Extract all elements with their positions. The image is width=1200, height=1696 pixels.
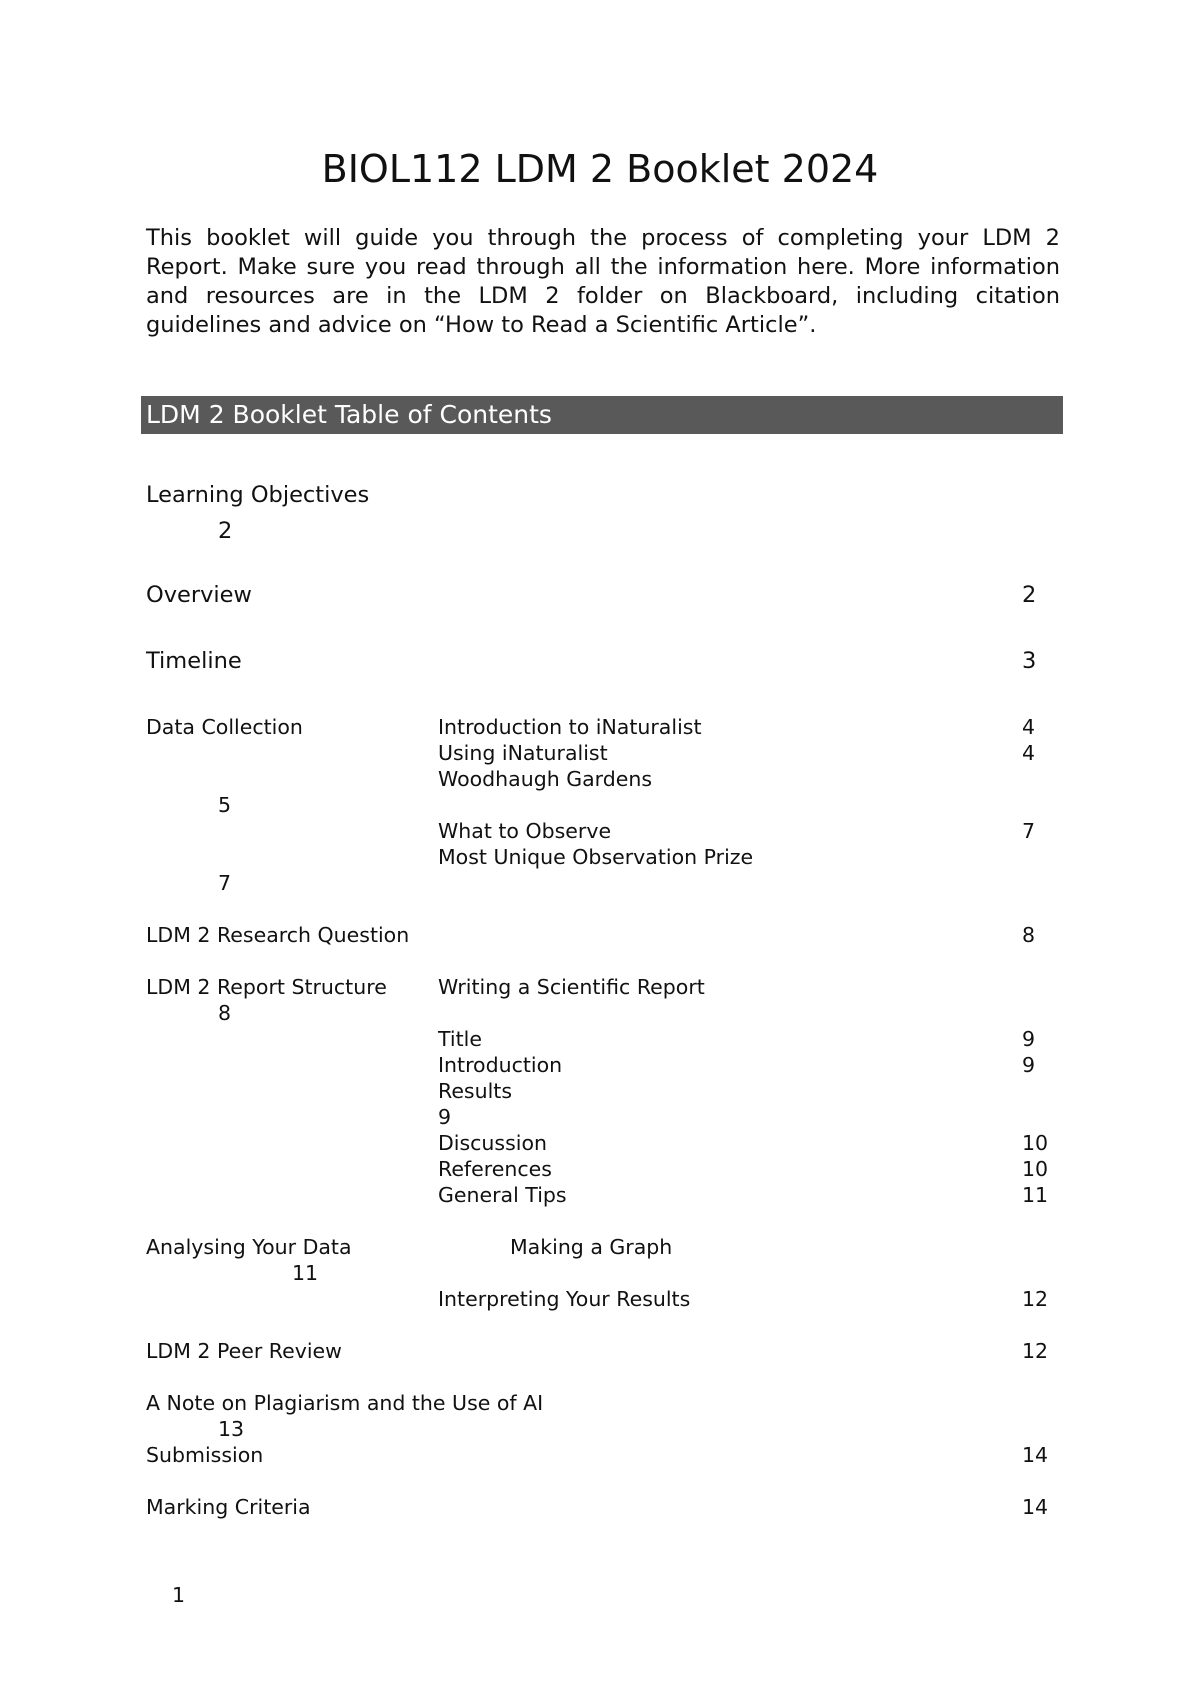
toc-item[interactable]: Introduction: [438, 1053, 563, 1077]
toc-marking-criteria-page: 14: [1022, 1495, 1049, 1519]
intro-paragraph: This booklet will guide you through the process of completing your LDM 2 Report. Make sure you read through all the information here. More information and resources are in the LDM 2 folder on Blackboard, including citation guidelines and advice on “How to Read a Scientific Article”.: [146, 225, 1060, 338]
toc-item[interactable]: Most Unique Observation Prize: [438, 845, 754, 869]
toc-analysing-data[interactable]: Analysing Your Data: [146, 1235, 352, 1259]
toc-overview-page: 2: [1022, 582, 1037, 608]
toc-item-page: 7: [218, 871, 232, 895]
toc-plagiarism-page: 13: [218, 1417, 245, 1441]
toc-data-collection[interactable]: Data Collection: [146, 715, 303, 739]
toc-item[interactable]: Making a Graph: [510, 1235, 673, 1259]
toc-timeline[interactable]: Timeline: [146, 648, 242, 674]
toc-item[interactable]: Introduction to iNaturalist: [438, 715, 702, 739]
toc-peer-review-page: 12: [1022, 1339, 1049, 1363]
toc-item-page: 7: [1022, 819, 1036, 843]
toc-research-question[interactable]: LDM 2 Research Question: [146, 923, 410, 947]
toc-item[interactable]: Title: [438, 1027, 482, 1051]
toc-item-page: 9: [438, 1105, 452, 1129]
toc-item[interactable]: Results: [438, 1079, 513, 1103]
toc-submission[interactable]: Submission: [146, 1443, 264, 1467]
toc-item[interactable]: References: [438, 1157, 552, 1181]
toc-item[interactable]: Using iNaturalist: [438, 741, 608, 765]
toc-item[interactable]: Interpreting Your Results: [438, 1287, 691, 1311]
toc-learning-objectives-page: 2: [218, 518, 233, 544]
toc-plagiarism[interactable]: A Note on Plagiarism and the Use of AI: [146, 1391, 544, 1415]
toc-item-page: 4: [1022, 715, 1036, 739]
toc-timeline-page: 3: [1022, 648, 1037, 674]
toc-item-page: 11: [292, 1261, 319, 1285]
toc-submission-page: 14: [1022, 1443, 1049, 1467]
toc-item-page: 12: [1022, 1287, 1049, 1311]
toc-overview[interactable]: Overview: [146, 582, 252, 608]
toc-item[interactable]: Woodhaugh Gardens: [438, 767, 653, 791]
page-title: BIOL112 LDM 2 Booklet 2024: [321, 147, 879, 191]
toc-item-page: 11: [1022, 1183, 1049, 1207]
toc-item[interactable]: Writing a Scientific Report: [438, 975, 705, 999]
toc-item-page: 9: [1022, 1027, 1036, 1051]
toc-item-page: 10: [1022, 1157, 1049, 1181]
toc-research-question-page: 8: [1022, 923, 1036, 947]
toc-marking-criteria[interactable]: Marking Criteria: [146, 1495, 311, 1519]
toc-item[interactable]: Discussion: [438, 1131, 548, 1155]
toc-learning-objectives[interactable]: Learning Objectives: [146, 482, 370, 508]
toc-item-page: 8: [218, 1001, 232, 1025]
toc-item-page: 10: [1022, 1131, 1049, 1155]
page-number: 1: [172, 1583, 186, 1607]
toc-item-page: 4: [1022, 741, 1036, 765]
toc-heading: LDM 2 Booklet Table of Contents: [141, 396, 1063, 434]
toc-report-structure[interactable]: LDM 2 Report Structure: [146, 975, 387, 999]
toc-item-page: 9: [1022, 1053, 1036, 1077]
toc-item-page: 5: [218, 793, 232, 817]
toc-item[interactable]: What to Observe: [438, 819, 612, 843]
toc-item[interactable]: General Tips: [438, 1183, 567, 1207]
toc-peer-review[interactable]: LDM 2 Peer Review: [146, 1339, 342, 1363]
